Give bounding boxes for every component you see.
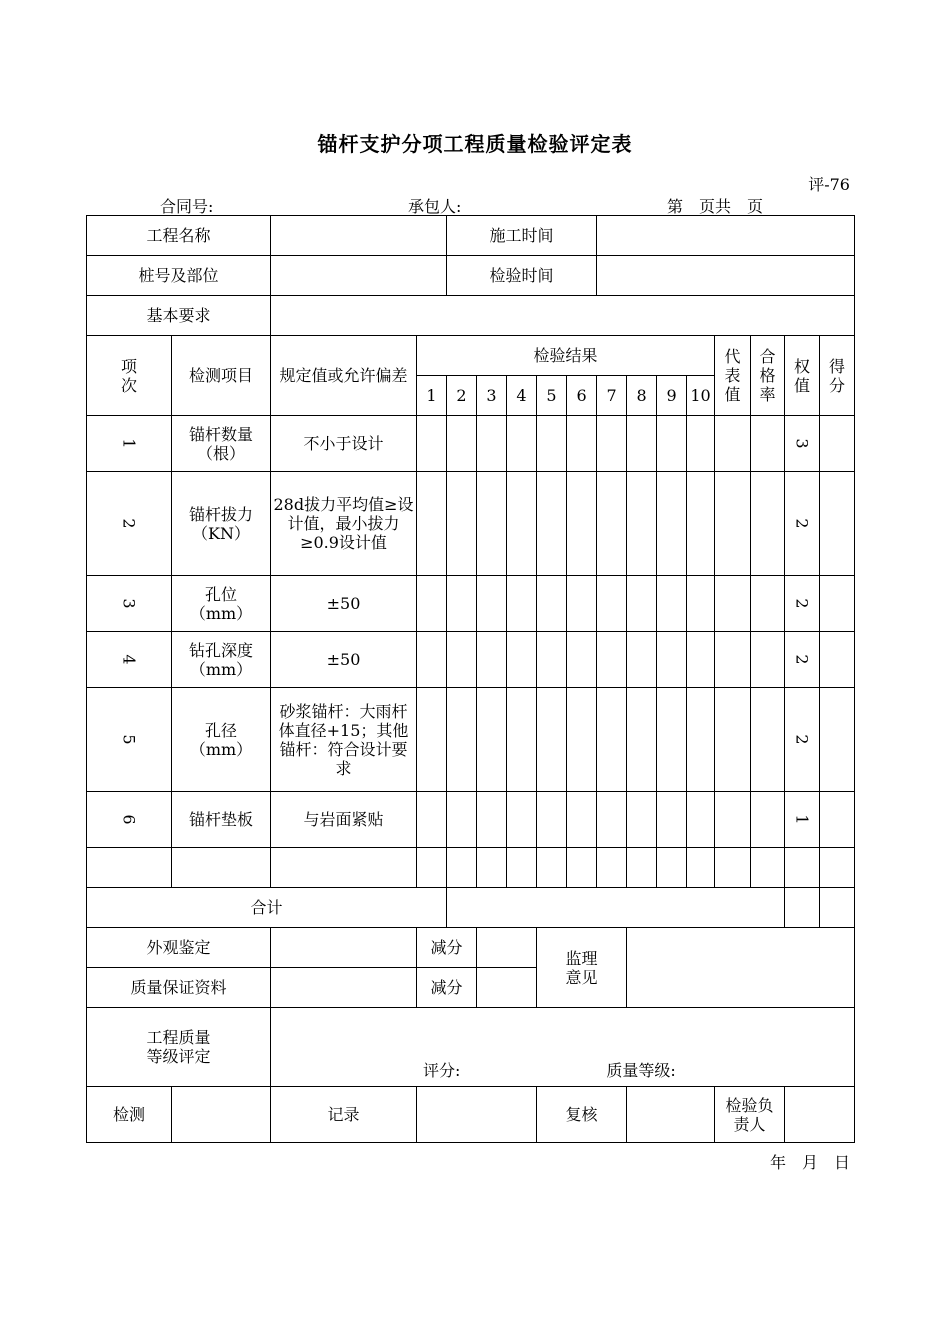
pass-rate-cell[interactable] [751, 472, 785, 576]
result-cell[interactable] [657, 472, 687, 576]
item-no-text: 4 [119, 654, 139, 665]
empty-row-cell[interactable] [657, 848, 687, 888]
weight-text: 2 [792, 598, 812, 609]
result-cell[interactable] [537, 416, 567, 472]
col-weight: 权 值 [785, 336, 820, 416]
col-representative: 代 表 值 [715, 336, 751, 416]
quality-docs-value[interactable] [271, 968, 417, 1008]
result-col-7: 7 [597, 376, 627, 416]
representative-cell[interactable] [715, 472, 751, 576]
empty-row-cell[interactable] [785, 848, 820, 888]
check-item: 孔位 （mm） [172, 576, 271, 632]
total-label: 合计 [87, 888, 447, 928]
pass-rate-cell[interactable] [751, 632, 785, 688]
result-col-1: 1 [417, 376, 447, 416]
score-cell[interactable] [820, 416, 855, 472]
empty-row-cell[interactable] [751, 848, 785, 888]
inspection-form-table [86, 215, 855, 1143]
quality-docs-label: 质量保证资料 [87, 968, 271, 1008]
total-score[interactable] [820, 888, 855, 928]
supervisor-opinion-value[interactable] [627, 928, 855, 1008]
result-cell[interactable] [567, 576, 597, 632]
result-cell[interactable] [657, 792, 687, 848]
inspector-in-charge-label: 检验负 责人 [715, 1087, 785, 1143]
representative-cell[interactable] [715, 632, 751, 688]
score-label: 评分: [423, 1061, 461, 1080]
representative-cell[interactable] [715, 416, 751, 472]
result-cell[interactable] [507, 792, 537, 848]
check-item: 孔径 （mm） [172, 688, 271, 792]
result-cell[interactable] [447, 472, 477, 576]
result-cell[interactable] [447, 688, 477, 792]
review-signature[interactable] [627, 1087, 715, 1143]
result-col-9: 9 [657, 376, 687, 416]
result-cell[interactable] [597, 632, 627, 688]
contract-no-label: 合同号: [160, 197, 214, 216]
result-col-10: 10 [687, 376, 715, 416]
result-cell[interactable] [417, 472, 447, 576]
result-cell[interactable] [657, 416, 687, 472]
deduction-value-2[interactable] [477, 968, 537, 1008]
result-cell[interactable] [537, 472, 567, 576]
result-cell[interactable] [507, 576, 537, 632]
result-cell[interactable] [597, 472, 627, 576]
weight-cell [785, 632, 820, 688]
weight-text: 1 [792, 814, 812, 825]
result-cell[interactable] [627, 792, 657, 848]
record-signature[interactable] [417, 1087, 537, 1143]
deduction-label-2: 减分 [417, 968, 477, 1008]
result-cell[interactable] [627, 576, 657, 632]
spec-value: 砂浆锚杆：大雨杆体直径+15；其他锚杆：符合设计要求 [271, 688, 417, 792]
total-value[interactable] [447, 888, 785, 928]
empty-row-cell[interactable] [627, 848, 657, 888]
result-cell[interactable] [657, 632, 687, 688]
result-col-6: 6 [567, 376, 597, 416]
col-spec-value: 规定值或允许偏差 [271, 336, 417, 416]
deduction-value-1[interactable] [477, 928, 537, 968]
result-cell[interactable] [447, 576, 477, 632]
table-row [87, 576, 855, 632]
project-name-value[interactable] [271, 216, 447, 256]
empty-row-cell[interactable] [87, 848, 172, 888]
result-cell[interactable] [687, 688, 715, 792]
result-cell[interactable] [657, 688, 687, 792]
station-location-value[interactable] [271, 256, 447, 296]
empty-row-cell[interactable] [567, 848, 597, 888]
result-cell[interactable] [567, 632, 597, 688]
item-no [87, 576, 172, 632]
weight-text: 3 [792, 438, 812, 449]
result-cell[interactable] [597, 792, 627, 848]
item-no-text: 5 [119, 734, 139, 745]
item-no-text: 3 [119, 598, 139, 609]
result-col-3: 3 [477, 376, 507, 416]
result-cell[interactable] [507, 632, 537, 688]
result-cell[interactable] [627, 472, 657, 576]
result-col-8: 8 [627, 376, 657, 416]
representative-cell[interactable] [715, 576, 751, 632]
empty-row-cell[interactable] [172, 848, 271, 888]
pass-rate-cell[interactable] [751, 792, 785, 848]
item-no-text: 6 [119, 814, 139, 825]
check-item: 锚杆拔力 （KN） [172, 472, 271, 576]
review-label: 复核 [537, 1087, 627, 1143]
spec-value: ±50 [271, 632, 417, 688]
pass-rate-cell[interactable] [751, 576, 785, 632]
form-code: 评-76 [808, 175, 850, 194]
result-cell[interactable] [567, 472, 597, 576]
score-cell[interactable] [820, 688, 855, 792]
spec-value: 28d拔力平均值≥设计值，最小拔力≥0.9设计值 [271, 472, 417, 576]
project-name-label: 工程名称 [87, 216, 271, 256]
representative-cell[interactable] [715, 688, 751, 792]
col-score: 得 分 [820, 336, 855, 416]
result-cell[interactable] [537, 792, 567, 848]
basic-requirements-label: 基本要求 [87, 296, 271, 336]
result-cell[interactable] [447, 416, 477, 472]
result-cell[interactable] [537, 688, 567, 792]
inspection-time-label: 检验时间 [447, 256, 597, 296]
item-no [87, 688, 172, 792]
score-cell[interactable] [820, 576, 855, 632]
construction-time-value[interactable] [597, 216, 855, 256]
check-item: 锚杆数量 （根） [172, 416, 271, 472]
col-pass-rate: 合 格 率 [751, 336, 785, 416]
result-cell[interactable] [687, 632, 715, 688]
result-cell[interactable] [507, 472, 537, 576]
spec-value: 与岩面紧贴 [271, 792, 417, 848]
result-cell[interactable] [567, 688, 597, 792]
table-row [87, 472, 855, 576]
result-cell[interactable] [627, 416, 657, 472]
col-item-no: 项 次 [87, 336, 172, 416]
result-cell[interactable] [567, 792, 597, 848]
check-item: 锚杆垫板 [172, 792, 271, 848]
col-check-item: 检测项目 [172, 336, 271, 416]
deduction-label-1: 减分 [417, 928, 477, 968]
weight-cell [785, 576, 820, 632]
result-cell[interactable] [537, 576, 567, 632]
result-cell[interactable] [477, 416, 507, 472]
appearance-label: 外观鉴定 [87, 928, 271, 968]
result-cell[interactable] [477, 632, 507, 688]
pass-rate-cell[interactable] [751, 688, 785, 792]
date-line: 年 月 日 [769, 1153, 850, 1172]
result-cell[interactable] [417, 688, 447, 792]
result-cell[interactable] [447, 792, 477, 848]
result-cell[interactable] [627, 632, 657, 688]
result-cell[interactable] [507, 416, 537, 472]
item-no-text: 1 [119, 438, 139, 449]
supervisor-opinion-label: 监理 意见 [537, 928, 627, 1008]
record-label: 记录 [271, 1087, 417, 1143]
empty-row-cell[interactable] [715, 848, 751, 888]
result-cell[interactable] [687, 416, 715, 472]
weight-cell [785, 416, 820, 472]
weight-cell [785, 472, 820, 576]
col-results: 检验结果 [417, 336, 715, 376]
appearance-value[interactable] [271, 928, 417, 968]
result-cell[interactable] [657, 576, 687, 632]
weight-text: 2 [792, 518, 812, 529]
result-cell[interactable] [417, 416, 447, 472]
empty-row-cell[interactable] [477, 848, 507, 888]
empty-row-cell[interactable] [507, 848, 537, 888]
item-no [87, 632, 172, 688]
table-row [87, 792, 855, 848]
result-col-5: 5 [537, 376, 567, 416]
inspection-time-value[interactable] [597, 256, 855, 296]
item-no [87, 416, 172, 472]
item-no-text: 2 [119, 518, 139, 529]
inspector-in-charge-signature[interactable] [785, 1087, 855, 1143]
empty-row-cell[interactable] [417, 848, 447, 888]
result-cell[interactable] [447, 632, 477, 688]
weight-text: 2 [792, 734, 812, 745]
result-col-4: 4 [507, 376, 537, 416]
table-row [87, 688, 855, 792]
table-row [87, 632, 855, 688]
contractor-label: 承包人: [408, 197, 462, 216]
item-no [87, 792, 172, 848]
inspection-signature[interactable] [172, 1087, 271, 1143]
weight-cell [785, 792, 820, 848]
grade-label: 质量等级: [606, 1061, 676, 1080]
result-cell[interactable] [417, 576, 447, 632]
result-cell[interactable] [597, 576, 627, 632]
result-cell[interactable] [507, 688, 537, 792]
empty-row-cell[interactable] [447, 848, 477, 888]
spec-value: ±50 [271, 576, 417, 632]
result-cell[interactable] [687, 792, 715, 848]
weight-cell [785, 688, 820, 792]
result-cell[interactable] [477, 576, 507, 632]
page-info: 第 页共 页 [667, 197, 764, 216]
result-cell[interactable] [687, 576, 715, 632]
weight-text: 2 [792, 654, 812, 665]
result-cell[interactable] [477, 688, 507, 792]
result-cell[interactable] [567, 416, 597, 472]
score-cell[interactable] [820, 632, 855, 688]
result-cell[interactable] [537, 632, 567, 688]
total-weight[interactable] [785, 888, 820, 928]
form-title: 锚杆支护分项工程质量检验评定表 [317, 132, 633, 156]
result-cell[interactable] [477, 792, 507, 848]
construction-time-label: 施工时间 [447, 216, 597, 256]
result-cell[interactable] [477, 472, 507, 576]
result-cell[interactable] [687, 472, 715, 576]
pass-rate-cell[interactable] [751, 416, 785, 472]
station-location-label: 桩号及部位 [87, 256, 271, 296]
empty-row-cell[interactable] [271, 848, 417, 888]
result-cell[interactable] [417, 632, 447, 688]
empty-row-cell[interactable] [537, 848, 567, 888]
score-cell[interactable] [820, 472, 855, 576]
result-cell[interactable] [597, 416, 627, 472]
result-cell[interactable] [597, 688, 627, 792]
representative-cell[interactable] [715, 792, 751, 848]
quality-grade-eval-value[interactable] [271, 1008, 855, 1087]
score-cell[interactable] [820, 792, 855, 848]
spec-value: 不小于设计 [271, 416, 417, 472]
result-cell[interactable] [417, 792, 447, 848]
quality-grade-eval-label: 工程质量 等级评定 [87, 1008, 271, 1087]
basic-requirements-value[interactable] [271, 296, 855, 336]
check-item: 钻孔深度 （mm） [172, 632, 271, 688]
empty-row-cell[interactable] [597, 848, 627, 888]
result-col-2: 2 [447, 376, 477, 416]
inspection-label: 检测 [87, 1087, 172, 1143]
item-no [87, 472, 172, 576]
result-cell[interactable] [627, 688, 657, 792]
empty-row-cell[interactable] [687, 848, 715, 888]
table-row [87, 416, 855, 472]
empty-row-cell[interactable] [820, 848, 855, 888]
